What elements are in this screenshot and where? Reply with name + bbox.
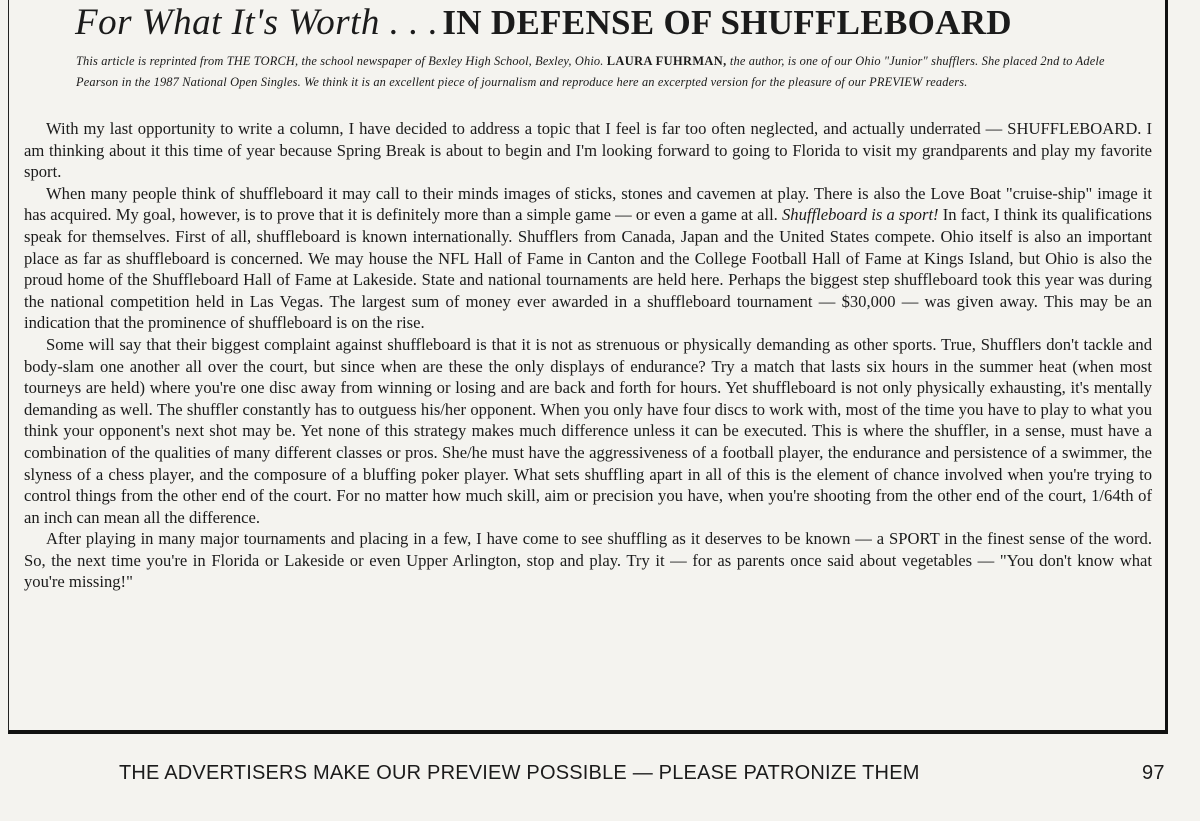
paragraph-2-before: When many people think of shuffleboard it may call to their minds images of sticks, stones and cavemen at play. There is also the Love Boat "cruise-ship" image it has acquired. My goal, however, is to prove that it is definitely more than a simple game — or even a game at all. xyxy=(24,183,1152,225)
paragraph-2-emphasis: Shuffleboard is a sport! xyxy=(781,205,939,225)
editor-intro xyxy=(76,51,1116,92)
page-footer xyxy=(0,762,1200,788)
paragraph-2-after: In fact, I think its qualifications speak for themselves. First of all, shuffleboard is known internationally. Shufflers from Canada, Japan and the United States compete. Ohio itself is also an important place as far as shuffleboard is concerned. We may house the NFL Hall of Fame in Canton and the College Football Hall of Fame at Kings Island, but Ohio is also the proud home of the Shuffleboard Hall of Fame at Lakeside. State and national tournaments are held here. Perhaps the biggest step shuffleboard took this year was during the national competition held in Las Vegas. The largest sum of money ever awarded in a shuffleboard tournament — $30,000 — was given away. This may be an indication that the prominence of shuffleboard is on the rise. xyxy=(24,205,1152,333)
article-headline xyxy=(75,4,1175,41)
page-number: 97 xyxy=(1142,762,1165,784)
intro-author: LAURA FUHRMAN, xyxy=(606,54,727,68)
intro-text-2: the author, is one of our Ohio "Junior" shufflers. She placed 2nd to Adele Pearson in the 1987 National Open Singles. We think it is an excellent piece of journalism and reproduce here an excerpted version for the pleasure of our PREVIEW readers. xyxy=(76,54,1105,89)
footer-slogan: THE ADVERTISERS MAKE OUR PREVIEW POSSIBLE — PLEASE PATRONIZE THEM xyxy=(119,762,920,784)
article-body xyxy=(24,118,1152,593)
paragraph-4: After playing in many major tournaments and placing in a few, I have come to see shuffling as it deserves to be known — a SPORT in the finest sense of the word. So, the next time you're in Florida or Lakeside or even Upper Arlington, stop and play. Try it — for as parents once said about vegetables — "You don't know what you're missing!" xyxy=(24,529,1152,592)
headline-title: IN DEFENSE OF SHUFFLEBOARD xyxy=(442,3,1012,42)
headline-column-name: For What It's Worth . . . xyxy=(75,2,439,43)
paragraph-1: With my last opportunity to write a column, I have decided to address a topic that I feel is far too often neglected, and actually underrated — SHUFFLEBOARD. I am thinking about it this time of year because Spring Break is about to begin and I'm looking forward to going to Florida to visit my grandparents and play my favorite sport. xyxy=(24,119,1152,182)
paragraph-3: Some will say that their biggest complaint against shuffleboard is that it is not as strenuous or physically demanding as other sports. True, Shufflers don't tackle and body-slam one another all over the court, but since when are these the only displays of endurance? Try a match that lasts six hours in the summer heat (when most tourneys are held) where you're one disc away from winning or losing and are back and forth for hours. Yet shuffleboard is not only physically exhausting, it's mentally demanding as well. The shuffler constantly has to outguess his/her opponent. When you only have four discs to work with, most of the time you have to play to what you think your opponent's next shot may be. Yet none of this strategy makes much difference unless it can be executed. This is where the shuffler, in a sense, must have a combination of the qualities of many different classes or pros. She/he must have the aggressiveness of a football player, the endurance and persistence of a swimmer, the slyness of a chess player, and the composure of a bluffing poker player. What sets shuffling apart in all of this is the element of chance involved when you're trying to control things from the other end of the court. For no matter how much skill, aim or precision you have, when you're shooting from the other end of the court, 1/64th of an inch can mean all the difference. xyxy=(24,334,1152,527)
paragraph-2 xyxy=(24,183,1152,334)
intro-text-1: This article is reprinted from THE TORCH, the school newspaper of Bexley High School, Bexley, Ohio. xyxy=(76,54,607,68)
